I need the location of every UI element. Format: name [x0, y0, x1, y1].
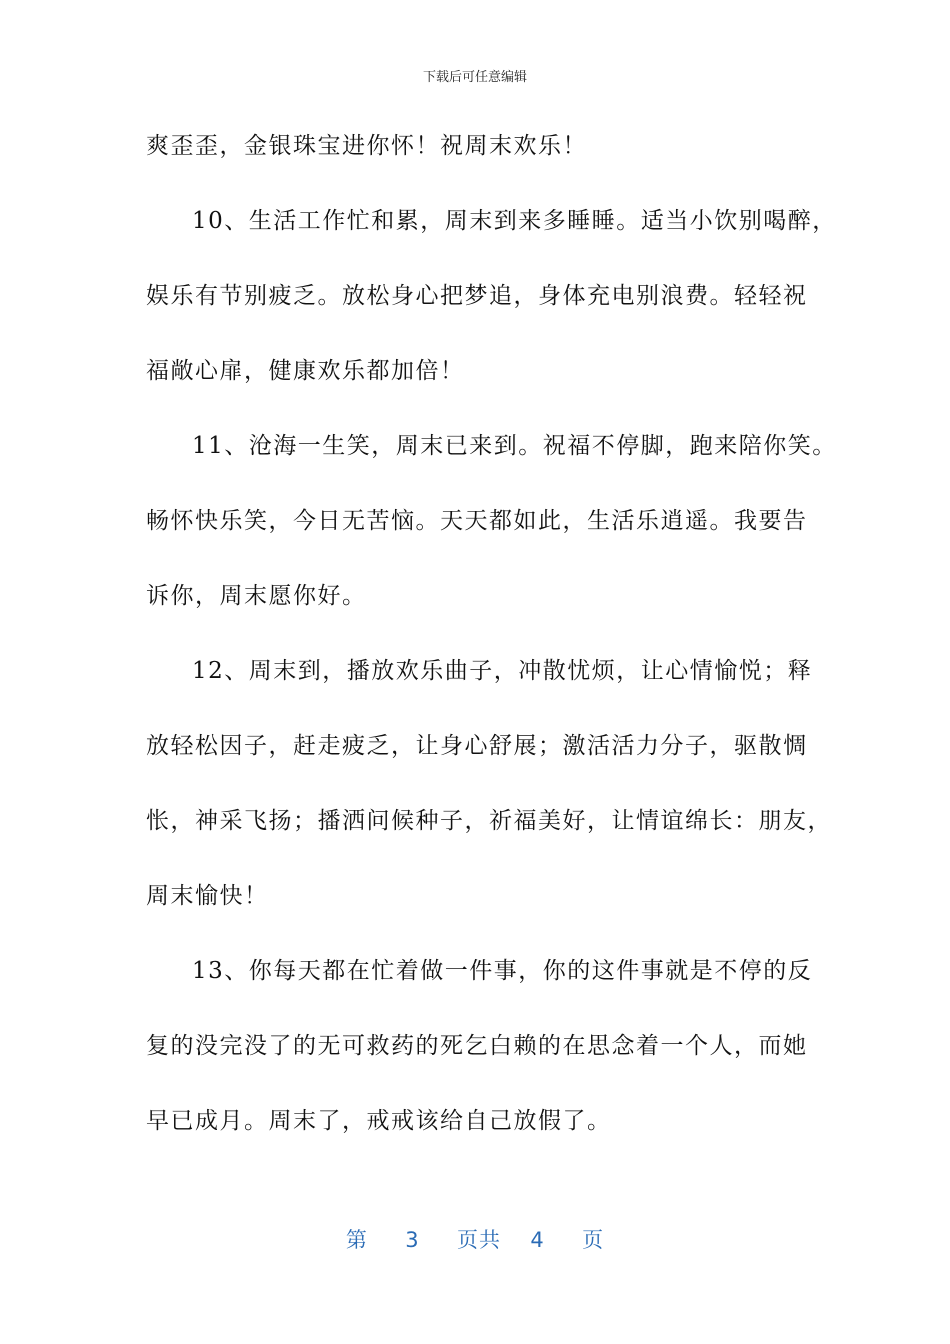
document-body — [146, 118, 837, 1168]
page-header: 下载后可任意编辑 — [422, 70, 527, 85]
text-line: 复的没完没了的无可救药的死乞白赖的在思念着一个人，而她 — [146, 1033, 808, 1059]
page-footer — [0, 1224, 950, 1254]
text-line: 11、沧海一生笑，周末已来到。祝福不停脚，跑来陪你笑。 — [192, 433, 837, 459]
text-line: 放轻松因子，赶走疲乏，让身心舒展；激活活力分子，驱散惆 — [146, 733, 808, 759]
footer-prefix: 第 — [345, 1228, 368, 1252]
text-line: 周末愉快！ — [146, 883, 269, 909]
text-line: 怅，神采飞扬；播洒问候种子，祈福美好，让情谊绵长：朋友， — [146, 808, 832, 834]
text-line: 13、你每天都在忙着做一件事，你的这件事就是不停的反 — [192, 958, 813, 984]
text-line: 福敞心扉，健康欢乐都加倍！ — [146, 358, 465, 384]
total-page-number: 4 — [530, 1228, 545, 1252]
text-line: 娱乐有节别疲乏。放松身心把梦追，身体充电别浪费。轻轻祝 — [146, 283, 808, 309]
text-line: 爽歪歪，金银珠宝进你怀！祝周末欢乐！ — [146, 133, 587, 159]
current-page-number: 3 — [405, 1228, 420, 1252]
text-line: 畅怀快乐笑，今日无苦恼。天天都如此，生活乐逍遥。我要告 — [146, 508, 808, 534]
text-line: 10、生活工作忙和累，周末到来多睡睡。适当小饮别喝醉， — [192, 208, 837, 234]
footer-suffix: 页 — [582, 1228, 605, 1252]
text-line: 早已成月。周末了，戒戒该给自己放假了。 — [146, 1108, 612, 1134]
text-line: 12、周末到，播放欢乐曲子，冲散忧烦，让心情愉悦；释 — [192, 658, 813, 684]
footer-middle: 页共 — [457, 1228, 501, 1252]
text-line: 诉你，周末愿你好。 — [146, 583, 367, 609]
